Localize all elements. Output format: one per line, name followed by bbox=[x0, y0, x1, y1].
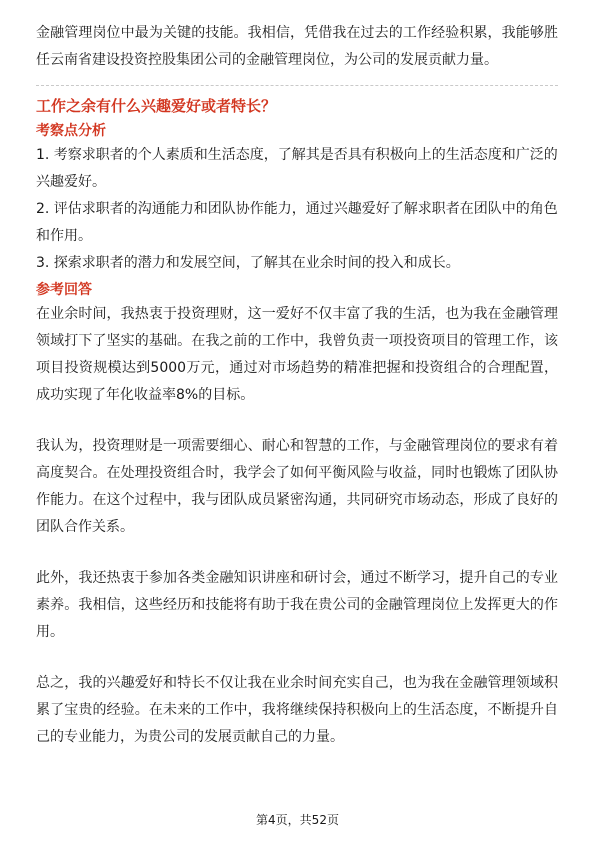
analysis-points-list bbox=[36, 142, 558, 277]
answer-heading: 参考回答 bbox=[36, 282, 92, 298]
analysis-heading: 考察点分析 bbox=[36, 123, 106, 139]
question-title: 工作之余有什么兴趣爱好或者特长？ bbox=[36, 97, 277, 115]
paragraph-spacer bbox=[36, 646, 558, 670]
analysis-point: 2. 评估求职者的沟通能力和团队协作能力，通过兴趣爱好了解求职者在团队中的角色和作用。 bbox=[36, 201, 558, 244]
answer-paragraph: 在业余时间，我热衷于投资理财，这一爱好不仅丰富了我的生活，也为我在金融管理领域打下了坚实的基础。在我之前的工作中，我曾负责一项投资项目的管理工作，该项目投资规模达到5000万元，通过对市场趋势的精准把握和投资组合的合理配置，成功实现了年化收益率8%的目标。 bbox=[36, 306, 558, 403]
section-divider bbox=[36, 85, 558, 86]
page-content bbox=[36, 20, 558, 751]
answer-paragraph: 我认为，投资理财是一项需要细心、耐心和智慧的工作，与金融管理岗位的要求有着高度契合。在处理投资组合时，我学会了如何平衡风险与收益，同时也锻炼了团队协作能力。在这个过程中，我与团队成员紧密沟通，共同研究市场动态，形成了良好的团队合作关系。 bbox=[36, 438, 558, 535]
answer-paragraph: 此外，我还热衷于参加各类金融知识讲座和研讨会，通过不断学习，提升自己的专业素养。我相信，这些经历和技能将有助于我在贵公司的金融管理岗位上发挥更大的作用。 bbox=[36, 570, 558, 640]
paragraph-spacer bbox=[36, 409, 558, 433]
intro-paragraph: 金融管理岗位中最为关键的技能。我相信，凭借我在过去的工作经验积累，我能够胜任云南省建设投资控股集团公司的金融管理岗位，为公司的发展贡献力量。 bbox=[36, 25, 558, 68]
analysis-point: 1. 考察求职者的个人素质和生活态度，了解其是否具有积极向上的生活态度和广泛的兴趣爱好。 bbox=[36, 147, 558, 190]
paragraph-spacer bbox=[36, 541, 558, 565]
answer-paragraph: 总之，我的兴趣爱好和特长不仅让我在业余时间充实自己，也为我在金融管理领域积累了宝贵的经验。在未来的工作中，我将继续保持积极向上的生活态度，不断提升自己的专业能力，为贵公司的发展贡献自己的力量。 bbox=[36, 675, 558, 745]
page-number-footer: 第4页，共52页 bbox=[256, 813, 339, 827]
analysis-point: 3. 探索求职者的潜力和发展空间，了解其在业余时间的投入和成长。 bbox=[36, 255, 460, 271]
